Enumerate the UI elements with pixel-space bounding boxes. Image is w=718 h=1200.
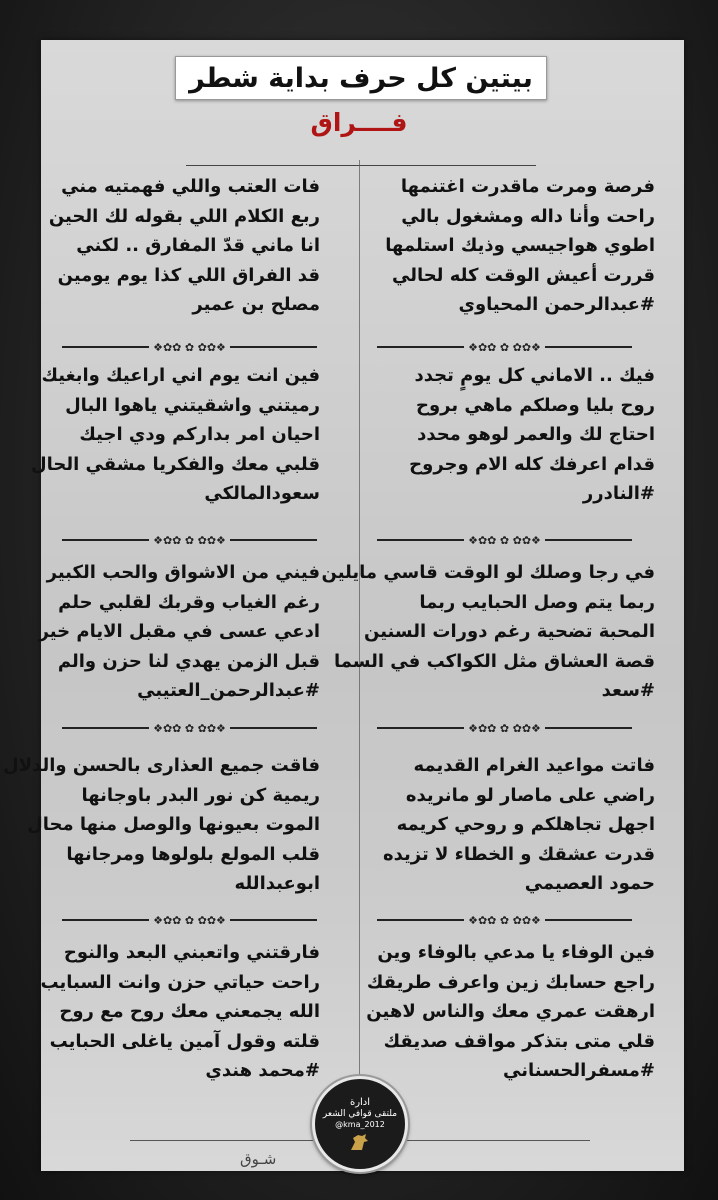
verse-line: الموت بعيونها والوصل منها محال: [27, 814, 320, 835]
verse-line: ريمية كن نور البدر باوجانها: [81, 784, 320, 806]
poet-name: ابوعبدالله: [234, 873, 320, 894]
ornament-divider: [377, 532, 632, 548]
verse-line: روح بليا وصلكم ماهي بروح: [415, 394, 655, 416]
verse-line: رغم الغياب وقربك لقلبي حلم: [58, 591, 320, 613]
verse-line: قلته وقول آمين ياغلى الحبايب: [49, 1030, 320, 1052]
poem-left-3: [20, 558, 320, 706]
verse-line: قد الفراق اللي كذا يوم يومين: [57, 264, 320, 286]
verse-line: فين انت يوم اني اراعيك وابغيك: [41, 365, 320, 386]
poet-name: #مسفرالحسناني: [503, 1060, 655, 1081]
verse-line: قدرت عشقك و الخطاء لا تزيده: [382, 843, 655, 865]
ornament-glyphs: ❖✿✿ ✿ ✿✿❖: [468, 533, 541, 547]
verse-line: فات العتب واللي فهمتيه مني: [61, 176, 320, 197]
page-subtitle: فــــراق: [310, 108, 408, 137]
logo-line-1: ادارة: [349, 1096, 371, 1108]
verse-line: فيك .. الاماني كل يومٍ تجدد: [414, 365, 655, 386]
poem-right-3: [321, 558, 655, 706]
verse-line: قلي متى بتذكر مواقف صديقك: [383, 1030, 655, 1052]
verse-line: احيان امر بداركم ودي اجيك: [79, 424, 320, 445]
logo-handle: @kma_2012: [335, 1119, 385, 1129]
verse-line: فيني من الاشواق والحب الكبير: [46, 562, 320, 583]
poet-name: #محمد هندي: [205, 1060, 320, 1081]
ornament-divider: [62, 720, 317, 736]
poet-name: #عبدالرحمن_العتيبي: [137, 680, 320, 701]
verse-line: ربما يتم وصل الحبايب ربما: [419, 591, 655, 613]
verse-line: قررت أعيش الوقت كله لحالي: [391, 264, 655, 286]
ornament-glyphs: ❖✿✿ ✿ ✿✿❖: [153, 721, 226, 735]
ornament-divider: [62, 912, 317, 928]
verse-line: قلبي معك والفكريا مشقي الحال: [31, 453, 320, 475]
page-title: بيتين كل حرف بداية شطر: [175, 56, 547, 100]
ornament-divider: [377, 912, 632, 928]
ornament-glyphs: ❖✿✿ ✿ ✿✿❖: [468, 721, 541, 735]
verse-line: فارقتني واتعبني البعد والنوح: [63, 942, 320, 963]
ornament-divider: [62, 532, 317, 548]
verse-line: فاتت مواعيد الغرام القديمه: [413, 755, 655, 776]
verse-line: اطوي هواجيسي وذيك استلمها: [385, 235, 655, 256]
verse-line: فاقت جميع العذارى بالحسن والدلال: [3, 755, 320, 776]
ornament-glyphs: ❖✿✿ ✿ ✿✿❖: [153, 533, 226, 547]
verse-line: ارهقت عمري معك والناس لاهين: [366, 1001, 655, 1022]
poem-right-1: [355, 172, 655, 320]
poem-right-5: [355, 938, 655, 1086]
ornament-glyphs: ❖✿✿ ✿ ✿✿❖: [153, 340, 226, 354]
verse-line: راحت وأنا داله ومشغول بالي: [401, 205, 655, 227]
verse-line: ربع الكلام اللي بقوله لك الحين: [48, 205, 320, 227]
poet-name: #عبدالرحمن المحياوي: [458, 294, 655, 315]
ornament-glyphs: ❖✿✿ ✿ ✿✿❖: [468, 340, 541, 354]
forum-logo: [312, 1076, 408, 1172]
verse-line: ادعي عسى في مقبل الايام خير: [38, 621, 320, 642]
verse-line: راضي على ماصار لو مانريده: [405, 784, 655, 806]
verse-line: قبل الزمن يهدي لنا حزن والم: [57, 650, 320, 672]
verse-line: الله يجمعني معك روح مع روح: [59, 1001, 320, 1022]
ornament-divider: [377, 339, 632, 355]
poet-name: حمود العصيمي: [524, 873, 655, 894]
verse-line: انا ماني قدّ المفارق .. لكني: [76, 235, 320, 256]
poet-name: سعودالمالكي: [204, 483, 320, 504]
verse-line: قلب المولع بلولوها ومرجانها: [66, 843, 320, 865]
verse-line: راحت حياتي حزن وانت السبايب: [40, 971, 320, 993]
ornament-divider: [62, 339, 317, 355]
top-divider: [186, 165, 536, 166]
logo-line-2: ملتقى قوافي الشعر: [322, 1108, 398, 1119]
verse-line: قدام اعرفك كله الام وجروح: [409, 453, 655, 475]
verse-line: فرصة ومرت ماقدرت اغتنمها: [400, 176, 655, 197]
poet-name: #النادرر: [582, 483, 655, 504]
poet-name: #سعد: [601, 680, 655, 701]
ornament-glyphs: ❖✿✿ ✿ ✿✿❖: [468, 913, 541, 927]
poem-right-4: [355, 751, 655, 899]
poet-name: مصلح بن عمير: [192, 294, 320, 315]
horse-icon: [347, 1132, 373, 1152]
verse-line: اجهل تجاهلكم و روحي كريمه: [396, 814, 655, 835]
ornament-glyphs: ❖✿✿ ✿ ✿✿❖: [153, 913, 226, 927]
verse-line: المحبة تضحية رغم دورات السنين: [364, 621, 655, 642]
verse-line: في رجا وصلك لو الوقت قاسي مايلين: [321, 562, 655, 583]
verse-line: فين الوفاء يا مدعي بالوفاء وين: [377, 942, 655, 963]
poem-left-5: [20, 938, 320, 1086]
verse-line: احتاج لك والعمر لوهو محدد: [417, 424, 655, 445]
poem-right-2: [355, 361, 655, 509]
ornament-divider: [377, 720, 632, 736]
poem-left-4: [3, 751, 320, 899]
poem-left-2: [20, 361, 320, 509]
verse-line: راجع حسابك زين واعرف طريقك: [366, 971, 655, 993]
poem-left-1: [20, 172, 320, 320]
verse-line: رميتني واشقيتني ياهوا البال: [65, 394, 320, 416]
verse-line: قصة العشاق مثل الكواكب في السما: [333, 650, 655, 672]
signature: شـوق: [240, 1150, 277, 1168]
